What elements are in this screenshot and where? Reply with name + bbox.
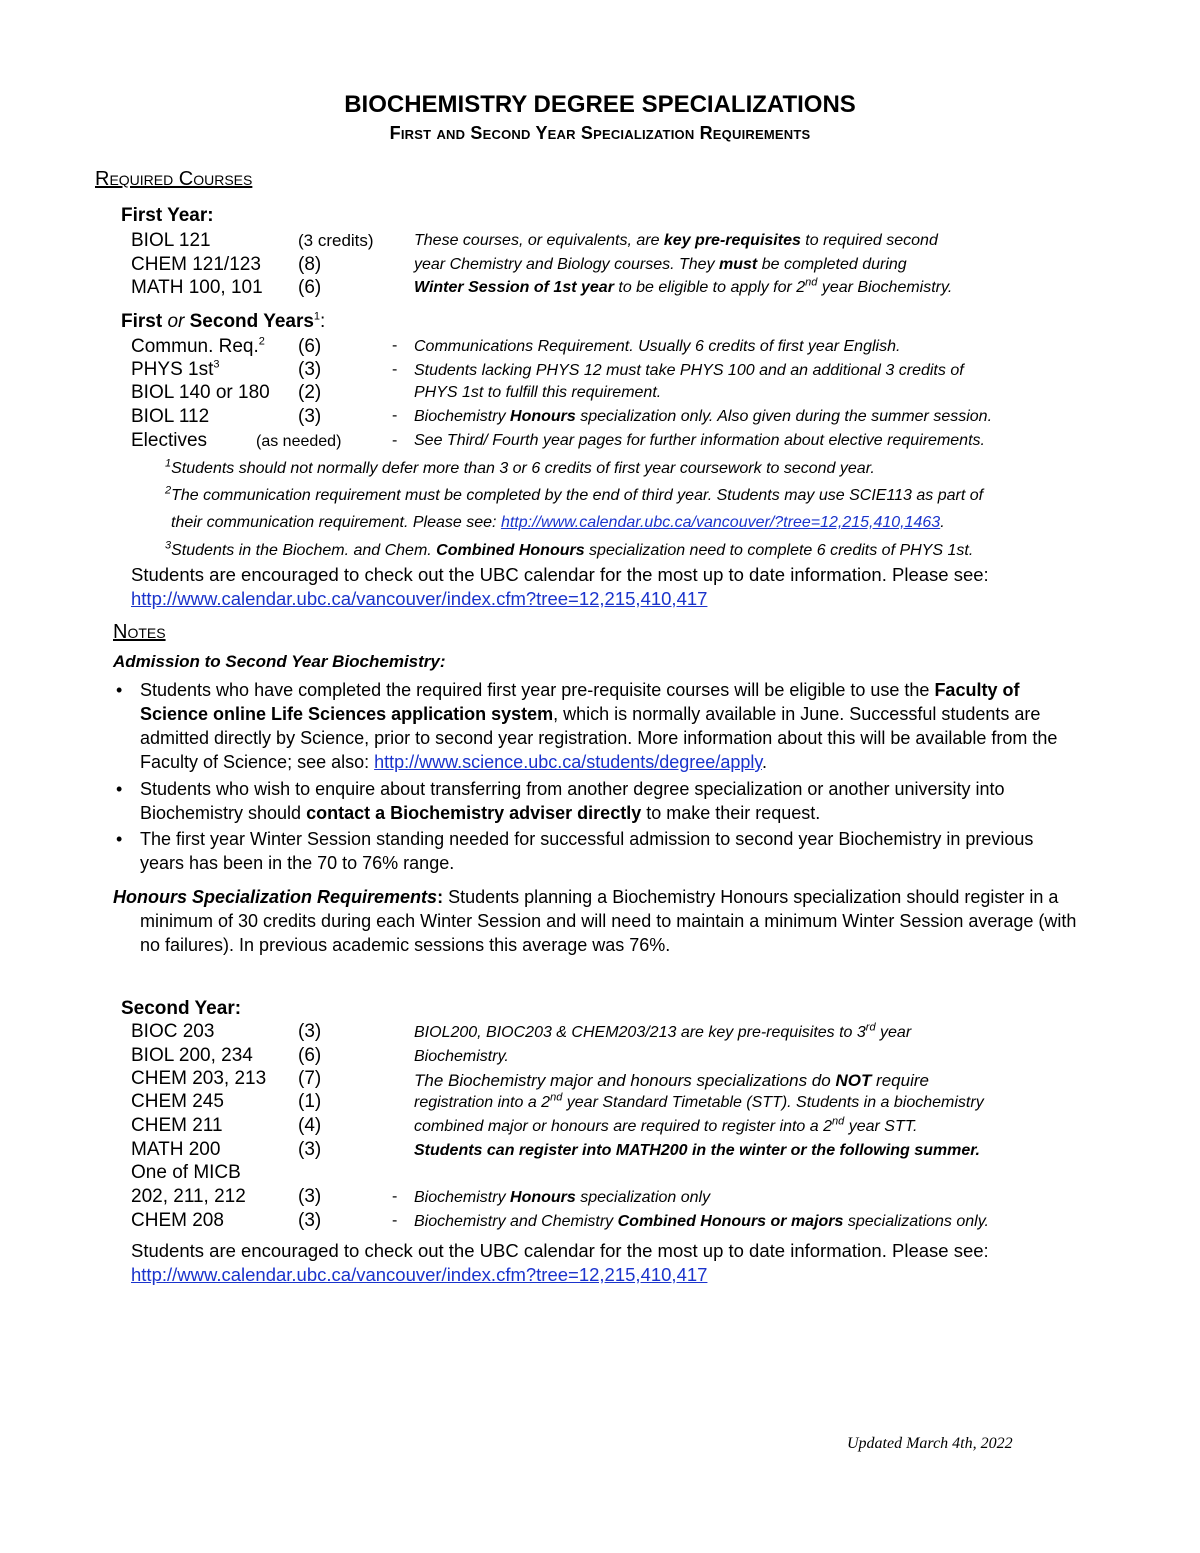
course-credits: (3) (298, 1186, 322, 1207)
course-credits: (6) (298, 336, 322, 357)
course-credits: (1) (298, 1091, 322, 1112)
first-year-heading: First Year: (121, 205, 214, 226)
course-credits: (3) (298, 1210, 322, 1231)
dash: - (392, 432, 398, 449)
course-code: BIOL 200, 234 (131, 1045, 253, 1066)
footnote-2-continued: their communication requirement. Please see: http://www.calendar.ubc.ca/vancouver/?tree=12,215,410,1463. (171, 514, 945, 531)
admission-heading: Admission to Second Year Biochemistry: (113, 652, 446, 671)
course-code: Electives (131, 430, 208, 451)
course-code: 202, 211, 212 (131, 1186, 246, 1207)
course-code: MATH 100, 101 (131, 277, 263, 298)
course-code: BIOC 203 (131, 1021, 215, 1042)
course-code: CHEM 121/123 (131, 254, 261, 275)
course-code: CHEM 203, 213 (131, 1068, 267, 1089)
encourage-text: Students are encouraged to check out the UBC calendar for the most up to date information. Please see: (131, 564, 989, 585)
course-code: Commun. Req.$^2$ (131, 335, 265, 357)
course-code: CHEM 211 (131, 1115, 223, 1136)
footnote-2: $^2$The communication requirement must be completed by the end of third year. Students may use SCIE113 as part of (165, 484, 984, 504)
bullet-icon: • (116, 680, 123, 700)
second-year-description-line: registration into a 2nd year Standard Timetable (STT). Students in a biochemistry (414, 1091, 984, 1111)
course-credits: (6) (298, 277, 322, 298)
bullet-icon: • (116, 829, 123, 849)
course-code: MATH 200 (131, 1139, 221, 1160)
first-year-description-line: year Chemistry and Biology courses. They must be completed during (414, 256, 907, 273)
honours-requirements: Honours Specialization Requirements: Students planning a Biochemistry Honours specialization should register in a minimum of 30 credits during each Winter Session and will need to maintain a minimum Winter Session average (with no failures). In previous academic sessions this average was 76%. (113, 887, 1077, 955)
course-credits: (3) (298, 1139, 322, 1160)
footnote-3: $^3$Students in the Biochem. and Chem. Combined Honours specialization need to complete 6 credits of PHYS 1st. (165, 539, 974, 559)
dash: - (392, 337, 398, 354)
second-year-description-line: Biochemistry and Chemistry Combined Honours or majors specializations only. (414, 1213, 989, 1230)
course-credits: (3) (298, 359, 322, 380)
second-year-description-line: Students can register into MATH200 in the winter or the following summer. (414, 1142, 980, 1159)
course-description: Communications Requirement. Usually 6 credits of first year English. (414, 338, 901, 355)
encourage-link-line (131, 1263, 707, 1287)
second-year-description-line: Biochemistry Honours specialization only (414, 1189, 711, 1206)
course-credits: (7) (298, 1068, 322, 1089)
course-code: One of MICB (131, 1162, 241, 1183)
course-credits: (3) (298, 1021, 322, 1042)
calendar-index-link[interactable]: http://www.calendar.ubc.ca/vancouver/index.cfm?tree=12,215,410,417 (131, 588, 708, 609)
course-code: CHEM 245 (131, 1091, 224, 1112)
updated-date: Updated March 4th, 2022 (847, 1435, 1013, 1452)
dash: - (392, 407, 398, 424)
bullet-item: • Students who have completed the required first year pre-requisite courses will be eligible to use the Faculty of Science online Life Sciences application system, which is normally available in June. Successful students are admitted directly by Science, prior to second year registration. More information about this will be available from the Faculty of Science; see also: http://www.science.ubc.ca/students/degree/apply. (116, 680, 1058, 772)
dash: - (392, 1212, 398, 1229)
encourage-link-line (131, 587, 707, 611)
course-description: PHYS 1st to fulfill this requirement. (414, 384, 662, 401)
course-credits: (2) (298, 382, 322, 403)
course-code: BIOL 140 or 180 (131, 382, 270, 403)
second-year-heading: Second Year: (121, 998, 242, 1019)
calendar-link[interactable]: http://www.calendar.ubc.ca/vancouver/?tree=12,215,410,1463 (500, 514, 941, 531)
footnote-1: $^1$Students should not normally defer more than 3 or 6 credits of first year coursework to second year. (165, 457, 875, 477)
course-description: Biochemistry Honours specialization only. Also given during the summer session. (414, 408, 993, 425)
dash: - (392, 1188, 398, 1205)
second-year-description-line: combined major or honours are required to register into a 2nd year STT. (414, 1115, 918, 1135)
first-year-description-line: These courses, or equivalents, are key pre-requisites to required second (414, 232, 938, 249)
calendar-index-link[interactable]: http://www.calendar.ubc.ca/vancouver/index.cfm?tree=12,215,410,417 (131, 1264, 708, 1285)
dash: - (392, 361, 398, 378)
course-code: CHEM 208 (131, 1210, 224, 1231)
encourage-text: Students are encouraged to check out the UBC calendar for the most up to date information. Please see: (131, 1240, 989, 1261)
course-credits: (as needed) (256, 433, 342, 450)
apply-link[interactable]: http://www.science.ubc.ca/students/degree/apply (374, 752, 763, 772)
course-description: Students lacking PHYS 12 must take PHYS 100 and an additional 3 credits of (414, 362, 964, 379)
bullet-item: • Students who wish to enquire about transferring from another degree specialization or another university into Biochemistry should contact a Biochemistry adviser directly to make their request. (116, 779, 1005, 823)
course-description: See Third/ Fourth year pages for further information about elective requirements. (414, 432, 985, 449)
notes-heading: Notes (113, 621, 166, 643)
second-year-description-line: Biochemistry. (414, 1048, 509, 1065)
bullet-icon: • (116, 779, 123, 799)
course-credits: (4) (298, 1115, 322, 1136)
required-courses-heading: Required Courses (95, 168, 253, 190)
first-year-description-line: Winter Session of 1st year to be eligible to apply for 2nd year Biochemistry. (414, 276, 953, 296)
course-code: BIOL 121 (131, 230, 211, 251)
course-code: PHYS $1st^3$ (131, 358, 220, 380)
second-year-description-line: The Biochemistry major and honours specializations do NOT require (414, 1071, 929, 1090)
second-year-description-line: BIOL200, BIOC203 & CHEM203/213 are key pre-requisites to 3rd year (414, 1021, 912, 1041)
course-credits: (3 credits) (298, 231, 374, 250)
bullet-item: • The first year Winter Session standing needed for successful admission to second year Biochemistry in previous years has been in the 70 to 76% range. (116, 829, 1034, 873)
course-credits: (3) (298, 406, 322, 427)
course-code: BIOL 112 (131, 406, 210, 427)
course-credits: (6) (298, 1045, 322, 1066)
page-title: BIOCHEMISTRY DEGREE SPECIALIZATIONS (344, 91, 856, 118)
first-or-second-heading: First or Second Years$^1$: (121, 310, 326, 332)
course-credits: (8) (298, 254, 322, 275)
page-subtitle: First and Second Year Specialization Requirements (389, 123, 811, 143)
